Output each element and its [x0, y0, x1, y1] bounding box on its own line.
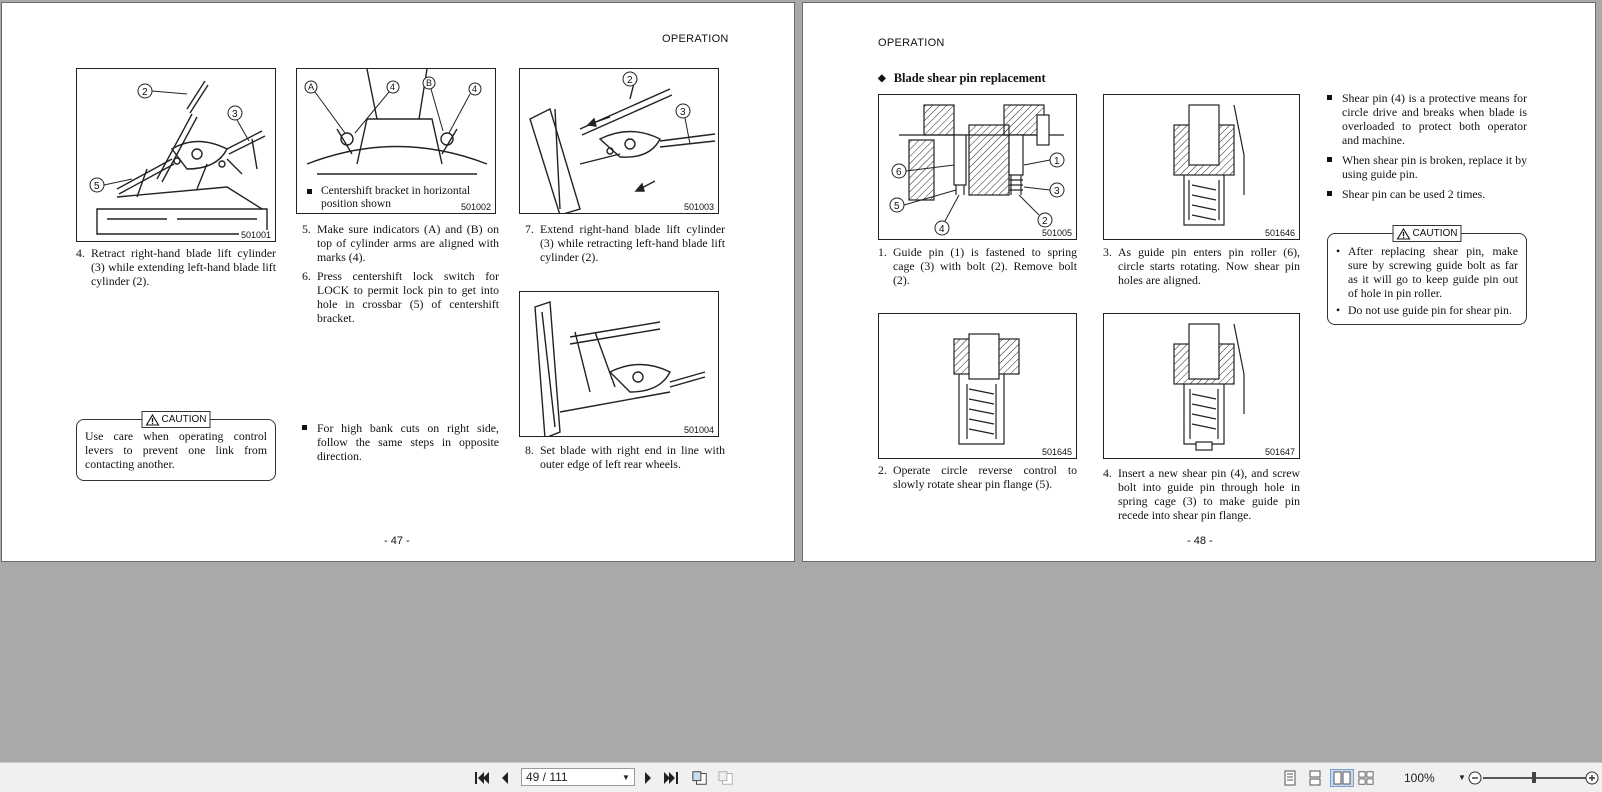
step-6: 6. Press centershift lock switch for LOCK to permit lock pin to get into hole in crossbar (5) of centershift bracket. [302, 269, 499, 325]
figure-pin-roller [1103, 94, 1300, 240]
bullet-high-bank: For high bank cuts on right side, follow the same steps in opposite direction. [302, 421, 499, 463]
last-page-button[interactable] [663, 770, 679, 786]
figure-illustration [1104, 314, 1300, 459]
figure-code: 501004 [683, 425, 714, 435]
page-dropdown-icon[interactable]: ▼ [622, 773, 630, 782]
callout-2: 2 [627, 75, 633, 86]
figure-new-shear-pin [1103, 313, 1300, 459]
page-number-input[interactable]: 49 / 111 [521, 768, 635, 786]
figure-code: 501002 [460, 202, 491, 212]
figure-code: 501645 [1041, 447, 1072, 457]
figure-code: 501001 [240, 230, 271, 240]
figure-illustration [879, 314, 1077, 459]
figure-code: 501005 [1041, 228, 1072, 238]
callout-4: 4 [390, 82, 396, 92]
caution-box [1327, 227, 1527, 325]
callout-3: 3 [680, 107, 686, 118]
continuous-icon [1309, 770, 1321, 786]
step-4: 4. Retract right-hand blade lift cylinder (3) while extending left-hand blade lift cylinder (2). [76, 246, 276, 288]
next-page-button[interactable] [640, 770, 656, 786]
page-number: - 47 - [384, 535, 410, 547]
callout-5: 5 [94, 181, 100, 192]
two-page-view-button[interactable] [1330, 769, 1354, 787]
zoom-in-button[interactable] [1584, 770, 1600, 786]
figure-note: Centershift bracket in horizontal position shown [307, 185, 491, 211]
single-page-view-button[interactable] [1282, 770, 1298, 786]
bullet-shear-pin-purpose: Shear pin (4) is a protective means for circle drive and breaks when blade is overloaded to protect both operator and machine. [1327, 91, 1527, 147]
zoom-out-icon [1468, 771, 1482, 785]
caution-label: CAUTION [1393, 225, 1462, 242]
figure-illustration [1104, 95, 1300, 240]
continuous-view-button[interactable] [1307, 770, 1323, 786]
callout-5: 5 [894, 201, 900, 212]
prev-page-icon [499, 771, 511, 785]
figure-illustration [879, 95, 1077, 240]
diamond-bullet-icon: ◆ [878, 73, 886, 84]
callout-b: B [426, 78, 433, 88]
viewer-toolbar [0, 762, 1602, 792]
callout-6: 6 [896, 167, 902, 178]
figure-centershift-bracket [296, 68, 496, 214]
callout-a: A [308, 82, 315, 92]
bullet-square-icon [307, 185, 321, 193]
next-page-icon [642, 771, 654, 785]
section-title: ◆ Blade shear pin replacement [878, 71, 1046, 85]
zoom-out-button[interactable] [1467, 770, 1483, 786]
callout-3: 3 [1054, 186, 1060, 197]
figure-illustration [77, 69, 276, 242]
figure-blade-lift-retract [76, 68, 276, 242]
warning-triangle-icon [1397, 228, 1411, 240]
figure-illustration [520, 292, 719, 437]
step-8: 8. Set blade with right end in line with outer edge of left rear wheels. [525, 443, 725, 471]
zoom-slider-thumb[interactable] [1532, 772, 1536, 783]
caution-box [76, 413, 276, 481]
two-page-continuous-icon [1358, 770, 1374, 786]
bullet-replace-broken: When shear pin is broken, replace it by using guide pin. [1327, 153, 1527, 181]
caution-text: Use care when operating control levers to prevent one link from contacting another. [85, 429, 267, 471]
callout-2: 2 [142, 87, 148, 98]
caution-item: • After replacing shear pin, make sure by screwing guide bolt as far as it will go to keep guide pin out of hole in pin roller. [1336, 244, 1518, 300]
page-number: - 48 - [1187, 535, 1213, 547]
figure-code: 501647 [1264, 447, 1295, 457]
prev-view-button[interactable] [692, 770, 708, 786]
step-3: 3. As guide pin enters pin roller (6), circle starts rotating. Now shear pin holes are aligned. [1103, 245, 1300, 287]
prev-view-icon [692, 770, 708, 786]
bullet-square-icon [1327, 187, 1342, 195]
figure-code: 501003 [683, 202, 714, 212]
callout-4: 4 [939, 224, 945, 235]
callout-4b: 4 [472, 84, 478, 94]
bullet-square-icon [302, 421, 317, 429]
page-header: OPERATION [878, 37, 945, 49]
caution-label: CAUTION [142, 411, 211, 428]
first-page-button[interactable] [474, 770, 490, 786]
callout-1: 1 [1054, 156, 1060, 167]
last-page-icon [663, 771, 679, 785]
figure-shear-pin-flange [878, 313, 1077, 459]
first-page-icon [474, 771, 490, 785]
figure-code: 501646 [1264, 228, 1295, 238]
zoom-slider[interactable] [1483, 777, 1591, 779]
warning-triangle-icon [146, 414, 160, 426]
zoom-dropdown-icon[interactable]: ▼ [1458, 773, 1466, 782]
single-page-icon [1284, 770, 1296, 786]
caution-item: • Do not use guide pin for shear pin. [1336, 303, 1512, 317]
figure-blade-position [519, 291, 719, 437]
step-7: 7. Extend right-hand blade lift cylinder (3) while retracting left-hand blade lift cylinder (2). [525, 222, 725, 264]
bullet-square-icon [1327, 91, 1342, 99]
figure-illustration [520, 69, 719, 214]
zoom-in-icon [1585, 771, 1599, 785]
figure-blade-lift-extend [519, 68, 719, 214]
bullet-square-icon [1327, 153, 1342, 161]
next-view-icon [718, 770, 734, 786]
page-header: OPERATION [662, 33, 729, 45]
zoom-level[interactable]: 100% [1404, 771, 1435, 785]
next-view-button[interactable] [718, 770, 734, 786]
callout-3: 3 [232, 109, 238, 120]
page-48 [802, 2, 1596, 562]
step-1: 1. Guide pin (1) is fastened to spring cage (3) with bolt (2). Remove bolt (2). [878, 245, 1077, 287]
step-2: 2. Operate circle reverse control to slowly rotate shear pin flange (5). [878, 463, 1077, 491]
two-page-icon [1333, 771, 1351, 785]
step-4: 4. Insert a new shear pin (4), and screw bolt into guide pin through hole in spring cage (3) to make guide pin recede into shear pin flange. [1103, 466, 1300, 522]
figure-guide-pin [878, 94, 1077, 240]
prev-page-button[interactable] [497, 770, 513, 786]
bullet-reuse-count: Shear pin can be used 2 times. [1327, 187, 1527, 201]
step-5: 5. Make sure indicators (A) and (B) on top of cylinder arms are aligned with marks (4). [302, 222, 499, 264]
callout-2: 2 [1042, 216, 1048, 227]
page-47 [1, 2, 795, 562]
two-page-continuous-button[interactable] [1358, 770, 1374, 786]
